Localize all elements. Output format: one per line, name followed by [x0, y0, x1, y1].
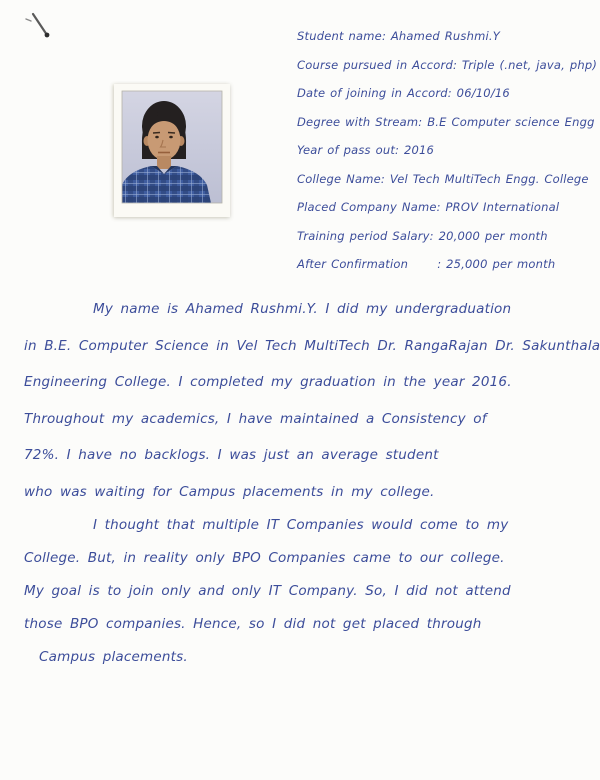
info-line-degree: Degree with Stream: B.E Computer science Engg [297, 114, 595, 129]
paragraph-line: Campus placements. [39, 649, 188, 665]
paragraph-line: Engineering College. I completed my graduation in the year 2016. [24, 374, 512, 390]
paragraph-line: those BPO companies. Hence, so I did not get placed through [24, 616, 482, 632]
student-photo-image [114, 84, 230, 217]
info-line-confirmation-salary: After Confirmation : 25,000 per month [297, 257, 556, 271]
pen-scribble-mark [20, 8, 62, 46]
paragraph-line: My name is Ahamed Rushmi.Y. I did my undergraduation [93, 301, 512, 317]
bio-paragraph-2 [24, 509, 598, 674]
info-line-course: Course pursued in Accord: Triple (.net, java, php) [297, 57, 598, 72]
paragraph-line: who was waiting for Campus placements in my college. [24, 483, 435, 500]
info-line-training-salary: Training period Salary: 20,000 per month [297, 228, 548, 243]
student-photo [114, 84, 230, 217]
info-line-joining-date: Date of joining in Accord: 06/10/16 [297, 86, 510, 100]
paragraph-line: College. But, in reality only BPO Companies came to our college. [24, 550, 505, 566]
bio-paragraph-1 [24, 291, 598, 510]
info-line-placed-company: Placed Company Name: PROV International [297, 200, 560, 214]
paragraph-line: I thought that multiple IT Companies would come to my [93, 517, 509, 533]
info-line-college-name: College Name: Vel Tech MultiTech Engg. College [297, 171, 589, 186]
paragraph-line: 72%. I have no backlogs. I was just an average student [24, 447, 439, 463]
student-info-block [297, 22, 600, 279]
info-line-pass-out-year: Year of pass out: 2016 [297, 143, 435, 157]
info-line-student-name: Student name: Ahamed Rushmi.Y [297, 29, 500, 43]
paragraph-line: Throughout my academics, I have maintained a Consistency of [24, 410, 487, 427]
paragraph-line: My goal is to join only and only IT Company. So, I did not attend [24, 583, 511, 599]
paragraph-line: in B.E. Computer Science in Vel Tech MultiTech Dr. RangaRajan Dr. Sakunthala [24, 337, 600, 354]
